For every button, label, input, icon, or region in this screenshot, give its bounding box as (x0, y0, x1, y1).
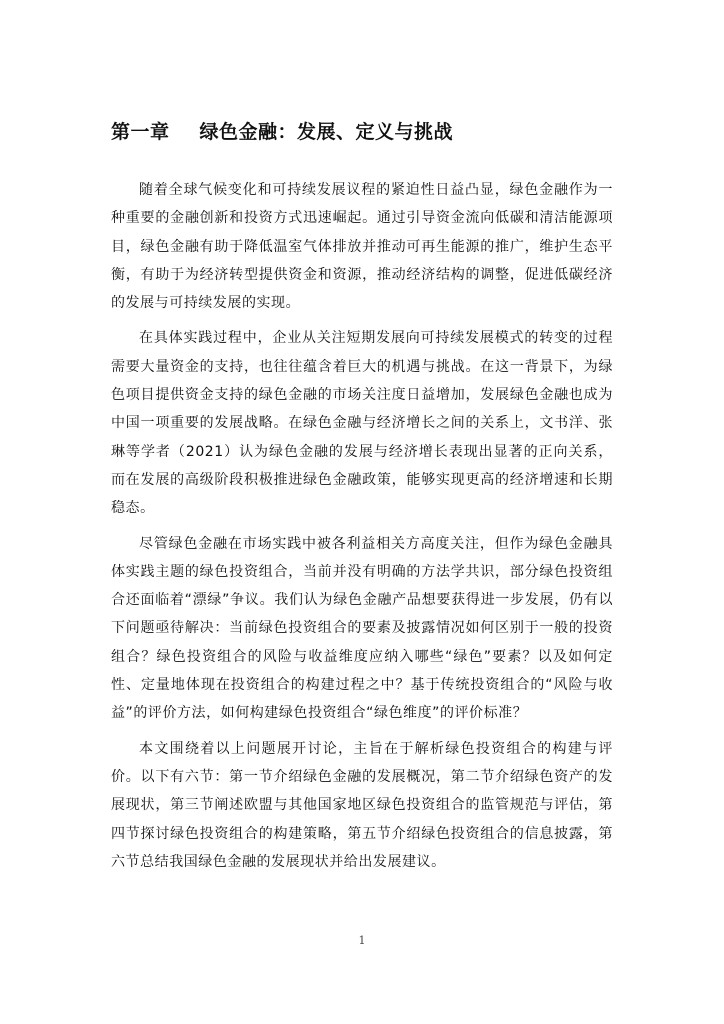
paragraph-intro: 随着全球气候变化和可持续发展议程的紧迫性日益凸显，绿色金融作为一种重要的金融创新和投资方式迅速崛起。通过引导资金流向低碳和清洁能源项目，绿色金融有助于降低温室气体排放并推动可再生能源的推广，维护生态平衡，有助于为经济转型提供资金和资源，推动经济结构的调整，促进低碳经济的发展与可持续发展的实现。 (111, 182, 613, 312)
chapter-number: 第一章 (111, 121, 170, 143)
paragraph-structure: 本文围绕着以上问题展开讨论，主旨在于解析绿色投资组合的构建与评价。以下有六节：第一节介绍绿色金融的发展概况，第二节介绍绿色资产的发展现状，第三节阐述欧盟与其他国家地区绿色投资组合的监管规范与评估，第四节探讨绿色投资组合的构建策略，第五节介绍绿色投资组合的信息披露，第六节总结我国绿色金融的发展现状并给出发展建议。 (111, 740, 613, 870)
paragraph-problems: 尽管绿色金融在市场实践中被各利益相关方高度关注，但作为绿色金融具体实践主题的绿色投资组合，当前并没有明确的方法学共识，部分绿色投资组合还面临着“漂绿”争议。我们认为绿色金融产品想要获得进一步发展，仍有以下问题亟待解决：当前绿色投资组合的要素及披露情况如何区别于一般的投资组合？绿色投资组合的风险与收益维度应纳入哪些“绿色”要素？以及如何定性、定量地体现在投资组合的构建过程之中？基于传统投资组合的“风险与收益”的评价方法，如何构建绿色投资组合“绿色维度”的评价标准？ (111, 535, 613, 722)
chapter-body (111, 176, 613, 883)
page-number: 1 (358, 934, 366, 947)
chapter-title (111, 117, 453, 147)
chapter-title-text: 绿色金融：发展、定义与挑战 (199, 121, 454, 143)
paragraph-practice: 在具体实践过程中，企业从关注短期发展向可持续发展模式的转变的过程需要大量资金的支持，也往往蕴含着巨大的机遇与挑战。在这一背景下，为绿色项目提供资金支持的绿色金融的市场关注度日益增加，发展绿色金融也成为中国一项重要的发展战略。在绿色金融与经济增长之间的关系上，文书洋、张琳等学者（2021）认为绿色金融的发展与经济增长表现出显著的正向关系，而在发展的高级阶段积极推进绿色金融政策，能够实现更高的经济增速和长期稳态。 (111, 330, 613, 517)
